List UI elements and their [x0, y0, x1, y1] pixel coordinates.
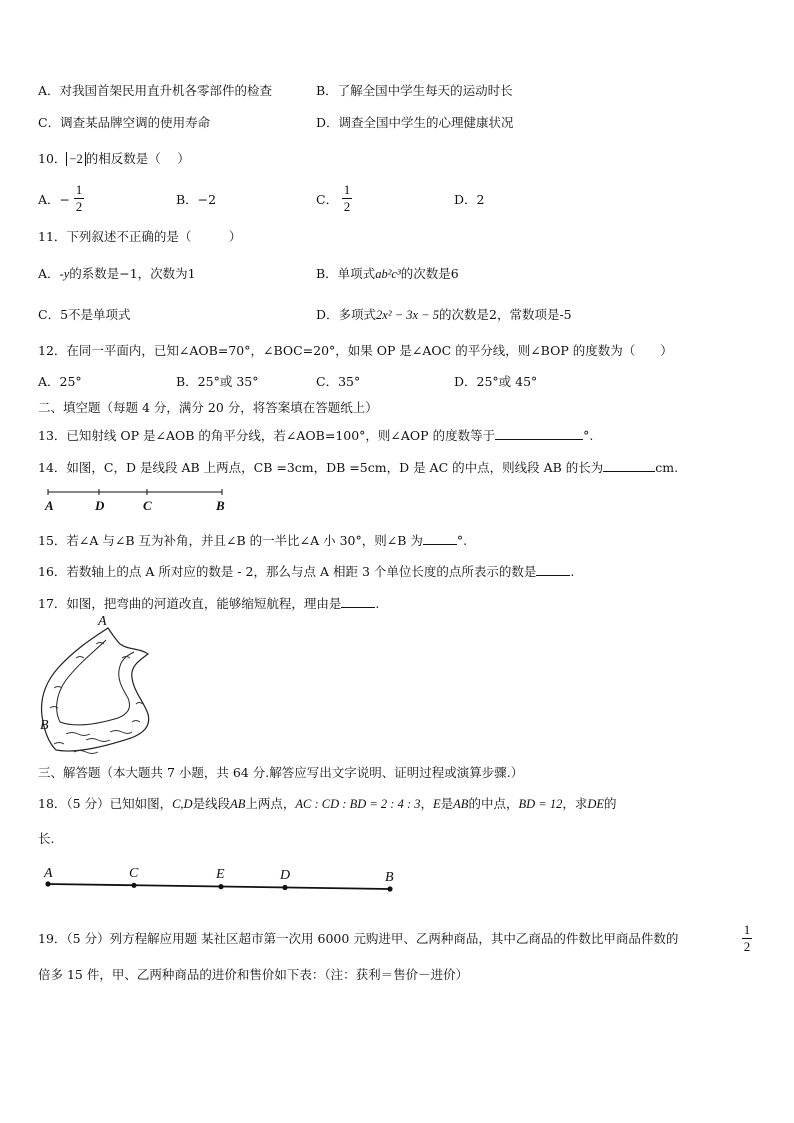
- q12-option-a: A．25°: [38, 374, 82, 389]
- q18-label-d: D: [280, 868, 291, 883]
- q18-text-5: 的中点，: [468, 796, 519, 811]
- q18-point-a: [45, 881, 50, 886]
- q10-option-a-fraction: [74, 183, 84, 214]
- q18-e: E: [433, 797, 441, 811]
- q9-option-a: A．对我国首架民用直升机各零部件的检查: [38, 83, 273, 98]
- q12-option-d: D．25°或 45°: [454, 374, 538, 389]
- q11-d-text: 的次数是2，常数项是-5: [439, 307, 572, 322]
- q17: [38, 595, 379, 612]
- q18-label-a: A: [44, 866, 53, 881]
- q18-text-1: 是线段: [192, 796, 231, 811]
- q18-ab: AB: [230, 797, 246, 811]
- q11-option-b: [316, 266, 459, 282]
- q13-text: 13．已知射线 OP 是∠AOB 的角平分线，若∠AOB=100°，则∠AOP 的度数等于: [38, 428, 496, 443]
- q11-option-d: [316, 307, 572, 323]
- section-fill-in-heading: 二、填空题（每题 4 分，满分 20 分，将答案填在答题纸上）: [38, 400, 378, 415]
- q19-denominator: 2: [743, 939, 751, 954]
- q18-text-4: 是: [440, 796, 454, 811]
- q15-text: 15．若∠A 与∠B 互为补角，并且∠B 的一半比∠A 小 30°，则∠B 为: [38, 533, 423, 548]
- q11-b-prefix: B．单项式: [316, 266, 376, 281]
- q18-label-c: C: [129, 866, 139, 881]
- q14-label-a: A: [45, 498, 54, 513]
- q10-option-a-label: A．−: [38, 192, 71, 207]
- q16-suffix: .: [570, 564, 575, 579]
- q11-d-prefix: D．多项式: [316, 307, 377, 322]
- q11-a-variable: -y: [59, 267, 70, 281]
- q18-text-3: ，: [420, 796, 434, 811]
- q10-number: 10．: [38, 151, 67, 166]
- q19-fraction: [742, 923, 752, 954]
- q18-vars: C,D: [172, 797, 193, 811]
- q11-a-text: 的系数是−1，次数为1: [69, 266, 196, 281]
- q10-option-c-label: C．: [316, 192, 339, 207]
- q14-label-d: D: [95, 498, 105, 513]
- q11-stem: 11．下列叙述不正确的是（ ）: [38, 229, 242, 244]
- q14-label-c: C: [143, 498, 152, 513]
- q12-option-b: B．25°或 35°: [176, 374, 259, 389]
- q11-option-a: [38, 266, 196, 282]
- q10-option-b: B．−2: [176, 192, 217, 207]
- q9-option-d: D．调查全国中学生的心理健康状况: [316, 115, 514, 130]
- q10-stem: [38, 151, 190, 167]
- q14-suffix: cm.: [655, 460, 679, 475]
- q10-option-d: D．2: [454, 192, 485, 207]
- q9-option-c: C．调查某品牌空调的使用寿命: [38, 115, 211, 130]
- q14-segment-figure: [40, 484, 240, 514]
- q18-ab-2: AB: [453, 797, 469, 811]
- q10-c-denominator: 2: [343, 199, 351, 214]
- q18-point-b: [387, 886, 392, 891]
- q12-option-c: C．35°: [316, 374, 361, 389]
- q16-text: 16．若数轴上的点 A 所对应的数是 - 2，那么与点 A 相距 3 个单位长度的点所表示的数是: [38, 564, 537, 579]
- q15-suffix: °.: [456, 533, 468, 548]
- q10-abs-value: −2: [66, 152, 85, 166]
- q11-b-text: 的次数是6: [400, 266, 459, 281]
- q18-label-b: B: [385, 870, 394, 885]
- q18-text-6: ，求: [562, 796, 588, 811]
- q18-de: DE: [587, 797, 605, 811]
- q12-stem: 12．在同一平面内，已知∠AOB=70°，∠BOC=20°，如果 OP 是∠AOC 的平分线，则∠BOP 的度数为（ ）: [38, 343, 673, 358]
- q16-answer-blank[interactable]: [536, 563, 570, 576]
- q10-c-numerator: 1: [343, 182, 351, 197]
- q15-answer-blank[interactable]: [423, 532, 457, 545]
- q18-point-e: [218, 884, 223, 889]
- q17-label-b: B: [40, 718, 49, 733]
- q16: [38, 563, 574, 580]
- q18-bd: BD = 12: [518, 797, 563, 811]
- q17-suffix: .: [375, 596, 380, 611]
- q18-point-d: [282, 885, 287, 890]
- q17-text: 17．如图，把弯曲的河道改直，能够缩短航程，理由是: [38, 596, 342, 611]
- q14-label-b: B: [216, 498, 225, 513]
- q10-a-numerator: 1: [75, 182, 83, 197]
- q14: [38, 459, 678, 476]
- q18-ratio: AC : CD : BD = 2 : 4 : 3: [295, 797, 421, 811]
- q18-label-e: E: [216, 867, 225, 882]
- q14-answer-blank[interactable]: [603, 459, 655, 472]
- q18-point-c: [131, 883, 136, 888]
- q18-text-2: 上两点，: [245, 796, 296, 811]
- q19-numerator: 1: [743, 922, 751, 937]
- q11-a-prefix: A．: [38, 266, 60, 281]
- q19-line-1: 19．（5 分）列方程解应用题 某社区超市第一次用 6000 元购进甲、乙两种商品，其中乙商品的件数比甲商品件数的: [38, 931, 679, 946]
- q10-a-denominator: 2: [75, 199, 83, 214]
- q13-suffix: °.: [583, 428, 594, 443]
- q11-d-polynomial: 2x² − 3x − 5: [376, 308, 439, 322]
- q9-option-b: B．了解全国中学生每天的运动时长: [316, 83, 513, 98]
- q17-answer-blank[interactable]: [341, 595, 375, 608]
- q17-river-figure: [36, 618, 166, 763]
- section-solve-heading: 三、解答题（本大题共 7 小题，共 64 分.解答应写出文字说明、证明过程或演算步骤.）: [38, 765, 524, 780]
- q17-label-a: A: [98, 614, 107, 629]
- q18-line-2: 长.: [38, 831, 55, 846]
- q18: [38, 796, 617, 812]
- q11-b-monomial: ab²c³: [375, 267, 401, 281]
- q10-option-c-fraction: [342, 183, 352, 214]
- q19-line-2: 倍多 15 件，甲、乙两种商品的进价和售价如下表：（注：获利＝售价－进价）: [38, 967, 469, 982]
- q13: [38, 427, 593, 444]
- q18-prefix: 18．（5 分）已知如图，: [38, 796, 173, 811]
- q10-stem-text: 的相反数是（ ）: [85, 151, 190, 166]
- q13-answer-blank[interactable]: [495, 427, 583, 440]
- q18-text-7: 的: [604, 796, 617, 811]
- q14-text: 14．如图，C，D 是线段 AB 上两点，CB =3cm，DB =5cm，D 是 AC 的中点，则线段 AB 的长为: [38, 460, 604, 475]
- q15: [38, 532, 467, 549]
- q11-option-c: C．5不是单项式: [38, 307, 131, 322]
